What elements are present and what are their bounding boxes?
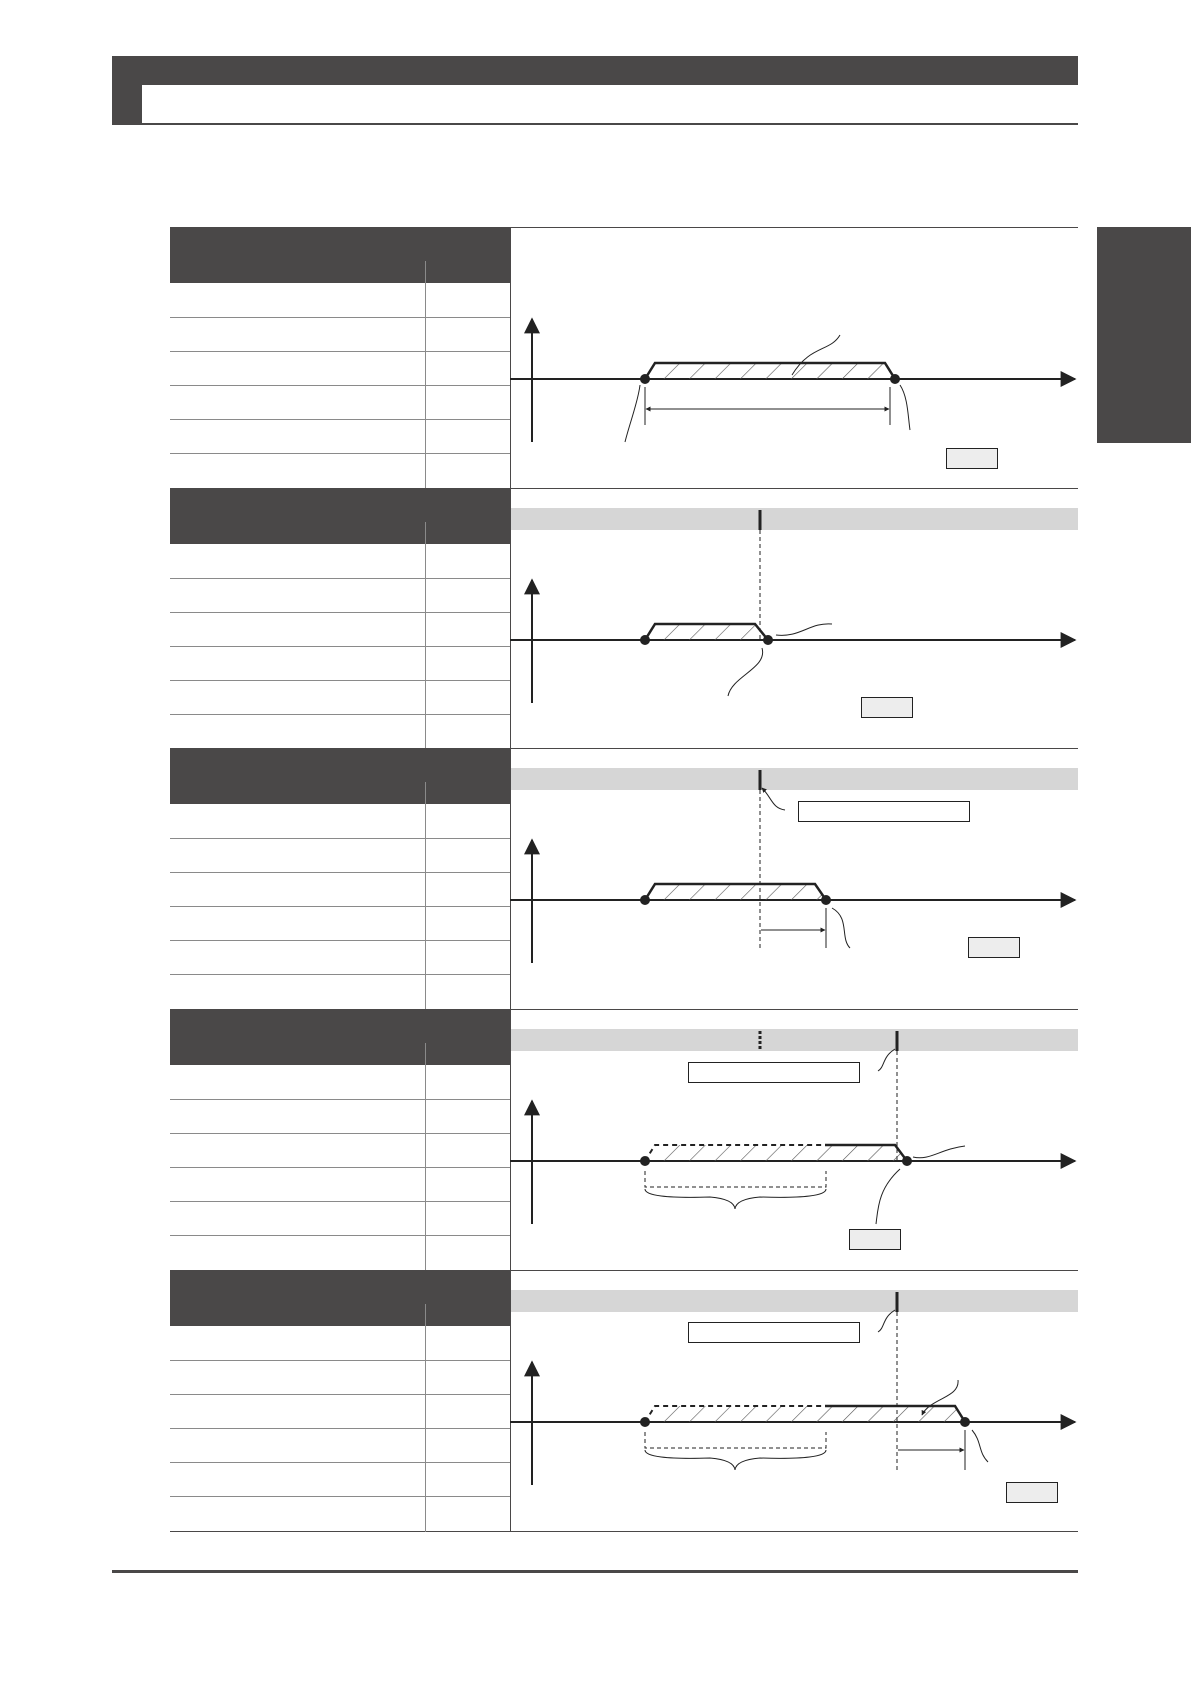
end-point [821, 895, 831, 905]
table-row [170, 385, 510, 386]
timing-section-5 [170, 1270, 1078, 1532]
timing-diagram [510, 1270, 1078, 1532]
table-header [170, 1009, 510, 1065]
chapter-tab [1097, 227, 1191, 443]
leader-line [728, 648, 763, 696]
column-divider [425, 1326, 426, 1532]
leader-line [776, 624, 832, 636]
table-row [170, 1462, 510, 1463]
leader-line [913, 1146, 965, 1158]
table-row [170, 646, 510, 647]
header-accent [112, 56, 142, 124]
table-header [170, 748, 510, 804]
column-divider [425, 283, 426, 489]
active-region [645, 1145, 907, 1161]
column-divider [425, 782, 426, 804]
table-row [170, 1201, 510, 1202]
start-point [640, 895, 650, 905]
start-point [640, 635, 650, 645]
active-region [645, 884, 826, 900]
timing-section-4 [170, 1009, 1078, 1271]
table-row [170, 1235, 510, 1236]
table-row [170, 1133, 510, 1134]
leader-line [878, 1049, 895, 1071]
callout-box [798, 801, 970, 822]
diagram-label [849, 1229, 901, 1250]
active-region [645, 1406, 965, 1422]
timing-section-1 [170, 227, 1078, 489]
table-row [170, 1099, 510, 1100]
leader-line [876, 1169, 900, 1224]
end-point [763, 635, 773, 645]
leader-line [878, 1310, 895, 1332]
column-divider [425, 522, 426, 544]
diagram-label [946, 448, 998, 469]
end-point [960, 1417, 970, 1427]
table-header [170, 1270, 510, 1326]
start-point [640, 374, 650, 384]
leader-line [900, 385, 910, 430]
header-rule [112, 123, 1078, 125]
footer-rule [112, 1570, 1078, 1573]
timing-section-2 [170, 488, 1078, 750]
column-divider [425, 1043, 426, 1065]
range-brace [645, 1189, 826, 1209]
table-header [170, 227, 510, 283]
timing-diagram [510, 488, 1078, 750]
range-brace [645, 1450, 826, 1470]
end-point [902, 1156, 912, 1166]
table-row [170, 1394, 510, 1395]
table-row [170, 419, 510, 420]
column-divider [425, 544, 426, 750]
header-bar [112, 56, 1078, 85]
table-row [170, 974, 510, 975]
leader-line [972, 1430, 988, 1462]
column-divider [425, 261, 426, 283]
leader-line [832, 908, 850, 948]
callout-box [688, 1062, 860, 1083]
table-row [170, 680, 510, 681]
active-region [645, 363, 895, 379]
table-row [170, 838, 510, 839]
table-row [170, 906, 510, 907]
diagram-label [861, 697, 913, 718]
table-row [170, 351, 510, 352]
timing-diagram [510, 748, 1078, 1010]
table-row [170, 940, 510, 941]
table-row [170, 1496, 510, 1497]
table-row [170, 578, 510, 579]
diagram-label [1006, 1482, 1058, 1503]
leader-line [625, 385, 640, 442]
end-point [890, 374, 900, 384]
table-row [170, 872, 510, 873]
timing-section-3 [170, 748, 1078, 1010]
timing-diagram [510, 1009, 1078, 1271]
start-point [640, 1156, 650, 1166]
table-row [170, 317, 510, 318]
active-region [645, 624, 768, 640]
table-row [170, 1167, 510, 1168]
leader-line [762, 788, 785, 810]
column-divider [425, 1065, 426, 1271]
table-header [170, 488, 510, 544]
table-row [170, 1428, 510, 1429]
table-row [170, 714, 510, 715]
table-row [170, 612, 510, 613]
column-divider [425, 1304, 426, 1326]
table-row [170, 453, 510, 454]
diagram-label [968, 937, 1020, 958]
table-row [170, 1360, 510, 1361]
start-point [640, 1417, 650, 1427]
column-divider [425, 804, 426, 1010]
callout-box [688, 1322, 860, 1343]
